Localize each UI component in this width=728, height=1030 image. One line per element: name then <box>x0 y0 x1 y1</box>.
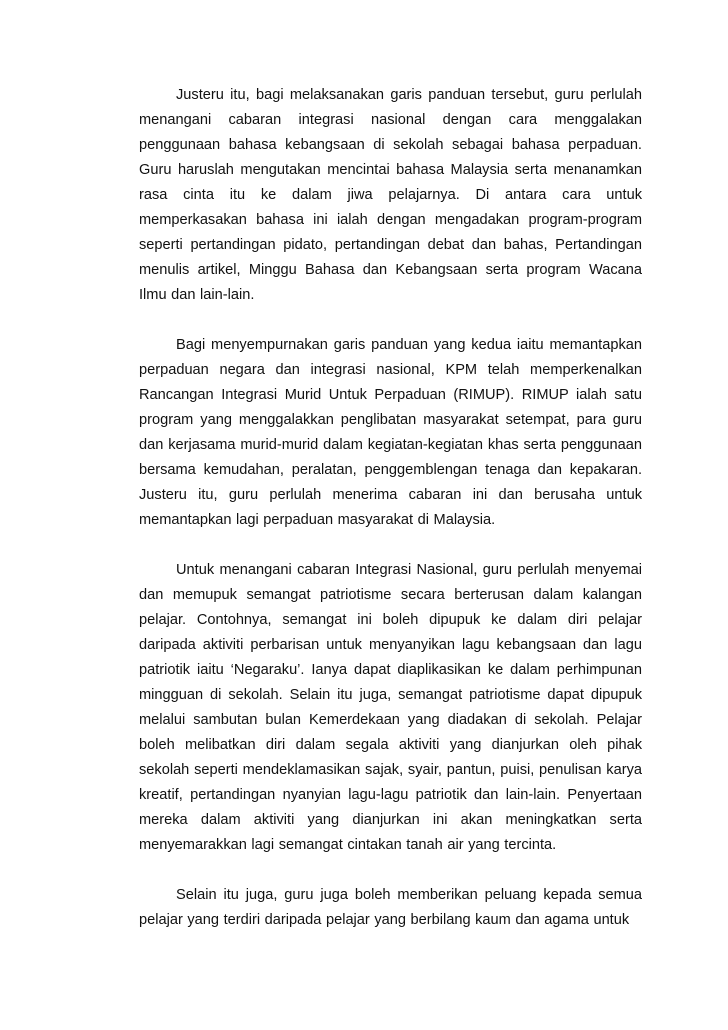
paragraph-4: Selain itu juga, guru juga boleh memberikan peluang kepada semua pelajar yang terdiri daripada pelajar yang berbilang kaum dan agama untuk <box>139 887 642 928</box>
document-body <box>139 83 642 933</box>
paragraph-2: Bagi menyempurnakan garis panduan yang kedua iaitu memantapkan perpaduan negara dan integrasi nasional, KPM telah memperkenalkan Rancangan Integrasi Murid Untuk Perpaduan (RIMUP). RIMUP ialah satu program yang menggalakkan penglibatan masyarakat setempat, para guru dan kerjasama murid-murid dalam kegiatan-kegiatan khas serta penggunaan bersama kemudahan, peralatan, penggemblengan tenaga dan kepakaran. Justeru itu, guru perlulah menerima cabaran ini dan berusaha untuk memantapkan lagi perpaduan masyarakat di Malaysia. <box>139 337 642 528</box>
paragraph-3: Untuk menangani cabaran Integrasi Nasional, guru perlulah menyemai dan memupuk semangat patriotisme secara berterusan dalam kalangan pelajar. Contohnya, semangat ini boleh dipupuk ke dalam diri pelajar daripada aktiviti perbarisan untuk menyanyikan lagu kebangsaan dan lagu patriotik iaitu ‘Negaraku’. Ianya dapat diaplikasikan ke dalam perhimpunan mingguan di sekolah. Selain itu juga, semangat patriotisme dapat dipupuk melalui sambutan bulan Kemerdekaan yang diadakan di sekolah. Pelajar boleh melibatkan diri dalam segala aktiviti yang dianjurkan oleh pihak sekolah seperti mendeklamasikan sajak, syair, pantun, puisi, penulisan karya kreatif, pertandingan nyanyian lagu-lagu patriotik dan lain-lain. Penyertaan mereka dalam aktiviti yang dianjurkan ini akan meningkatkan serta menyemarakkan lagi semangat cintakan tanah air yang tercinta. <box>139 562 642 853</box>
paragraph-1: Justeru itu, bagi melaksanakan garis panduan tersebut, guru perlulah menangani cabaran integrasi nasional dengan cara menggalakan penggunaan bahasa kebangsaan di sekolah sebagai bahasa perpaduan. Guru haruslah mengutakan mencintai bahasa Malaysia serta menanamkan rasa cinta itu ke dalam jiwa pelajarnya. Di antara cara untuk memperkasakan bahasa ini ialah dengan mengadakan program-program seperti pertandingan pidato, pertandingan debat dan bahas, Pertandingan menulis artikel, Minggu Bahasa dan Kebangsaan serta program Wacana Ilmu dan lain-lain. <box>139 87 642 303</box>
